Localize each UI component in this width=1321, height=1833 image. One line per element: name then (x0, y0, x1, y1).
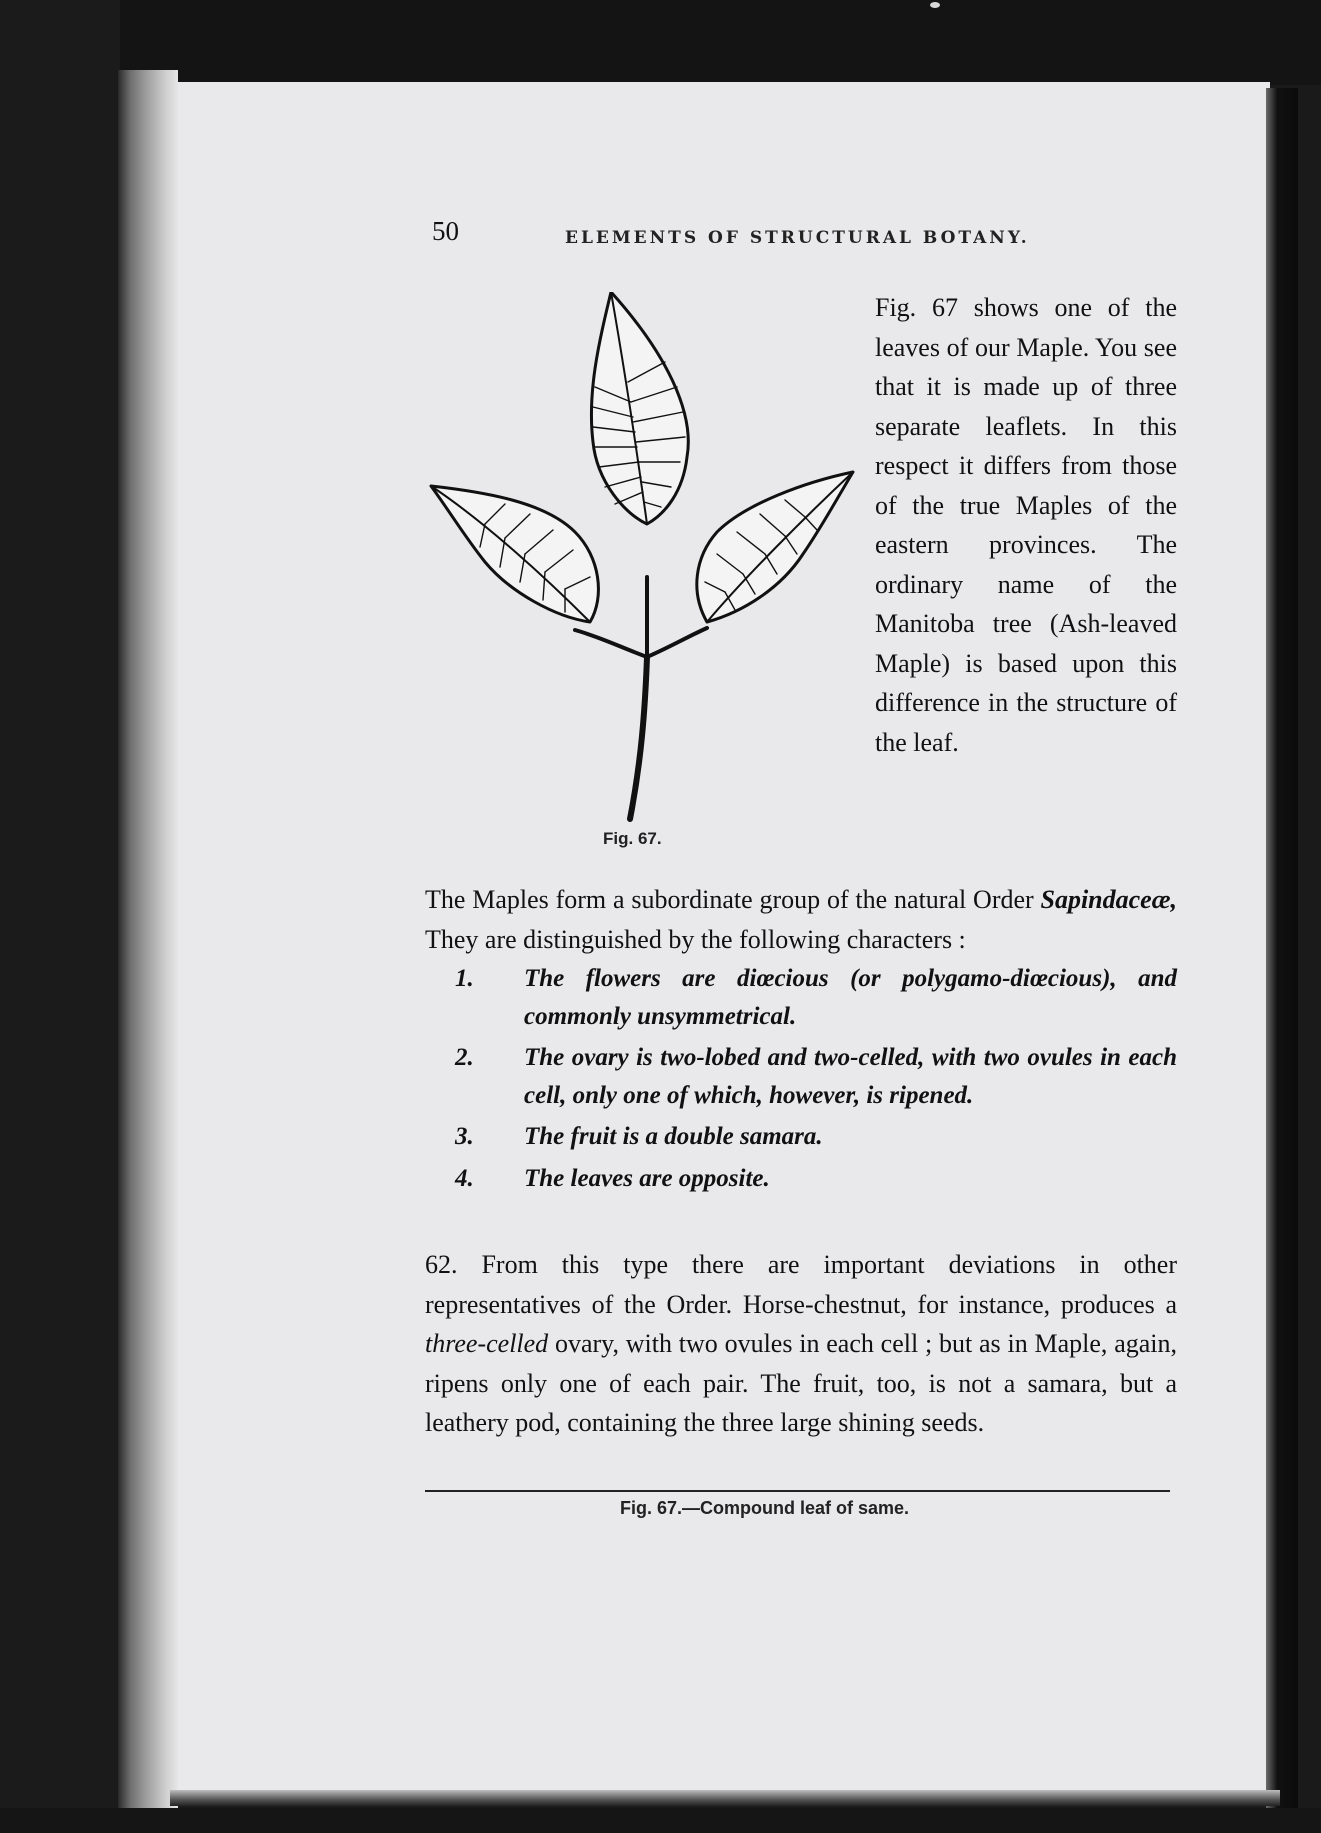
scan-background-left (0, 0, 120, 1833)
list-item-text: The ovary is two-lobed and two-celled, with two ovules in each cell, only one of which, however, is ripened. (524, 1044, 1177, 1109)
page-right-edge (1266, 88, 1298, 1810)
page-bottom-edge (170, 1790, 1280, 1806)
maples-paragraph-end: They are distinguished by the following characters : (425, 925, 966, 954)
figure-caption: Fig. 67.—Compound leaf of same. (620, 1498, 910, 1518)
left-leaflet (431, 486, 598, 622)
list-item (455, 1039, 1177, 1114)
list-item-number: 3. (455, 1123, 474, 1150)
maples-paragraph (425, 880, 1177, 960)
running-title: ELEMENTS OF STRUCTURAL BOTANY. (565, 228, 1030, 248)
maples-paragraph-start: The Maples form a subordinate group of the natural Order (425, 885, 1041, 914)
right-leaflet (697, 472, 853, 622)
list-item (455, 1118, 1177, 1156)
list-item-number: 1. (455, 965, 474, 992)
page-number: 50 (432, 216, 459, 246)
paragraph-62-start: 62. From this type there are important deviations in other representatives of the Order. Horse-chestnut, for instance, produces a (425, 1250, 1177, 1319)
list-item (455, 1160, 1177, 1198)
list-item-number: 4. (455, 1164, 474, 1192)
list-item-text: The leaves are opposite. (524, 1164, 770, 1192)
scan-speck (930, 2, 940, 8)
paragraph-62-end: ovary, with two ovules in each cell ; but as in Maple, again, ripens only one of each pair. The fruit, too, is not a samara, but a leathery pod, containing the three large shining seeds. (425, 1329, 1177, 1438)
paragraph-62 (425, 1245, 1177, 1443)
order-name: Sapindaceæ, (1040, 885, 1177, 914)
characters-list (455, 960, 1177, 1201)
list-item-text: The fruit is a double samara. (524, 1123, 823, 1150)
list-item-text: The flowers are diœcious (or polygamo-diœcious), and commonly unsymmetrical. (524, 965, 1177, 1030)
figure-wrap-paragraph: Fig. 67 shows one of the leaves of our Maple. You see that it is made up of three separate leaflets. In this respect it differs from those of the true Maples of the eastern provinces. The ordinary name of the Manitoba tree (Ash-leaved Maple) is based upon this difference in the structure of the leaf. (875, 293, 1177, 757)
terminal-leaflet (591, 292, 688, 524)
scan-background-top (0, 0, 1321, 85)
list-item (455, 960, 1177, 1035)
compound-leaf-illustration (425, 292, 865, 832)
list-item-number: 2. (455, 1044, 474, 1071)
page-left-edge (118, 70, 178, 1820)
scan-background-bottom (0, 1808, 1321, 1833)
paragraph-62-emphasis: three-celled (425, 1329, 549, 1359)
footnote-divider (425, 1490, 1170, 1492)
figure-label: Fig. 67. (603, 829, 662, 848)
